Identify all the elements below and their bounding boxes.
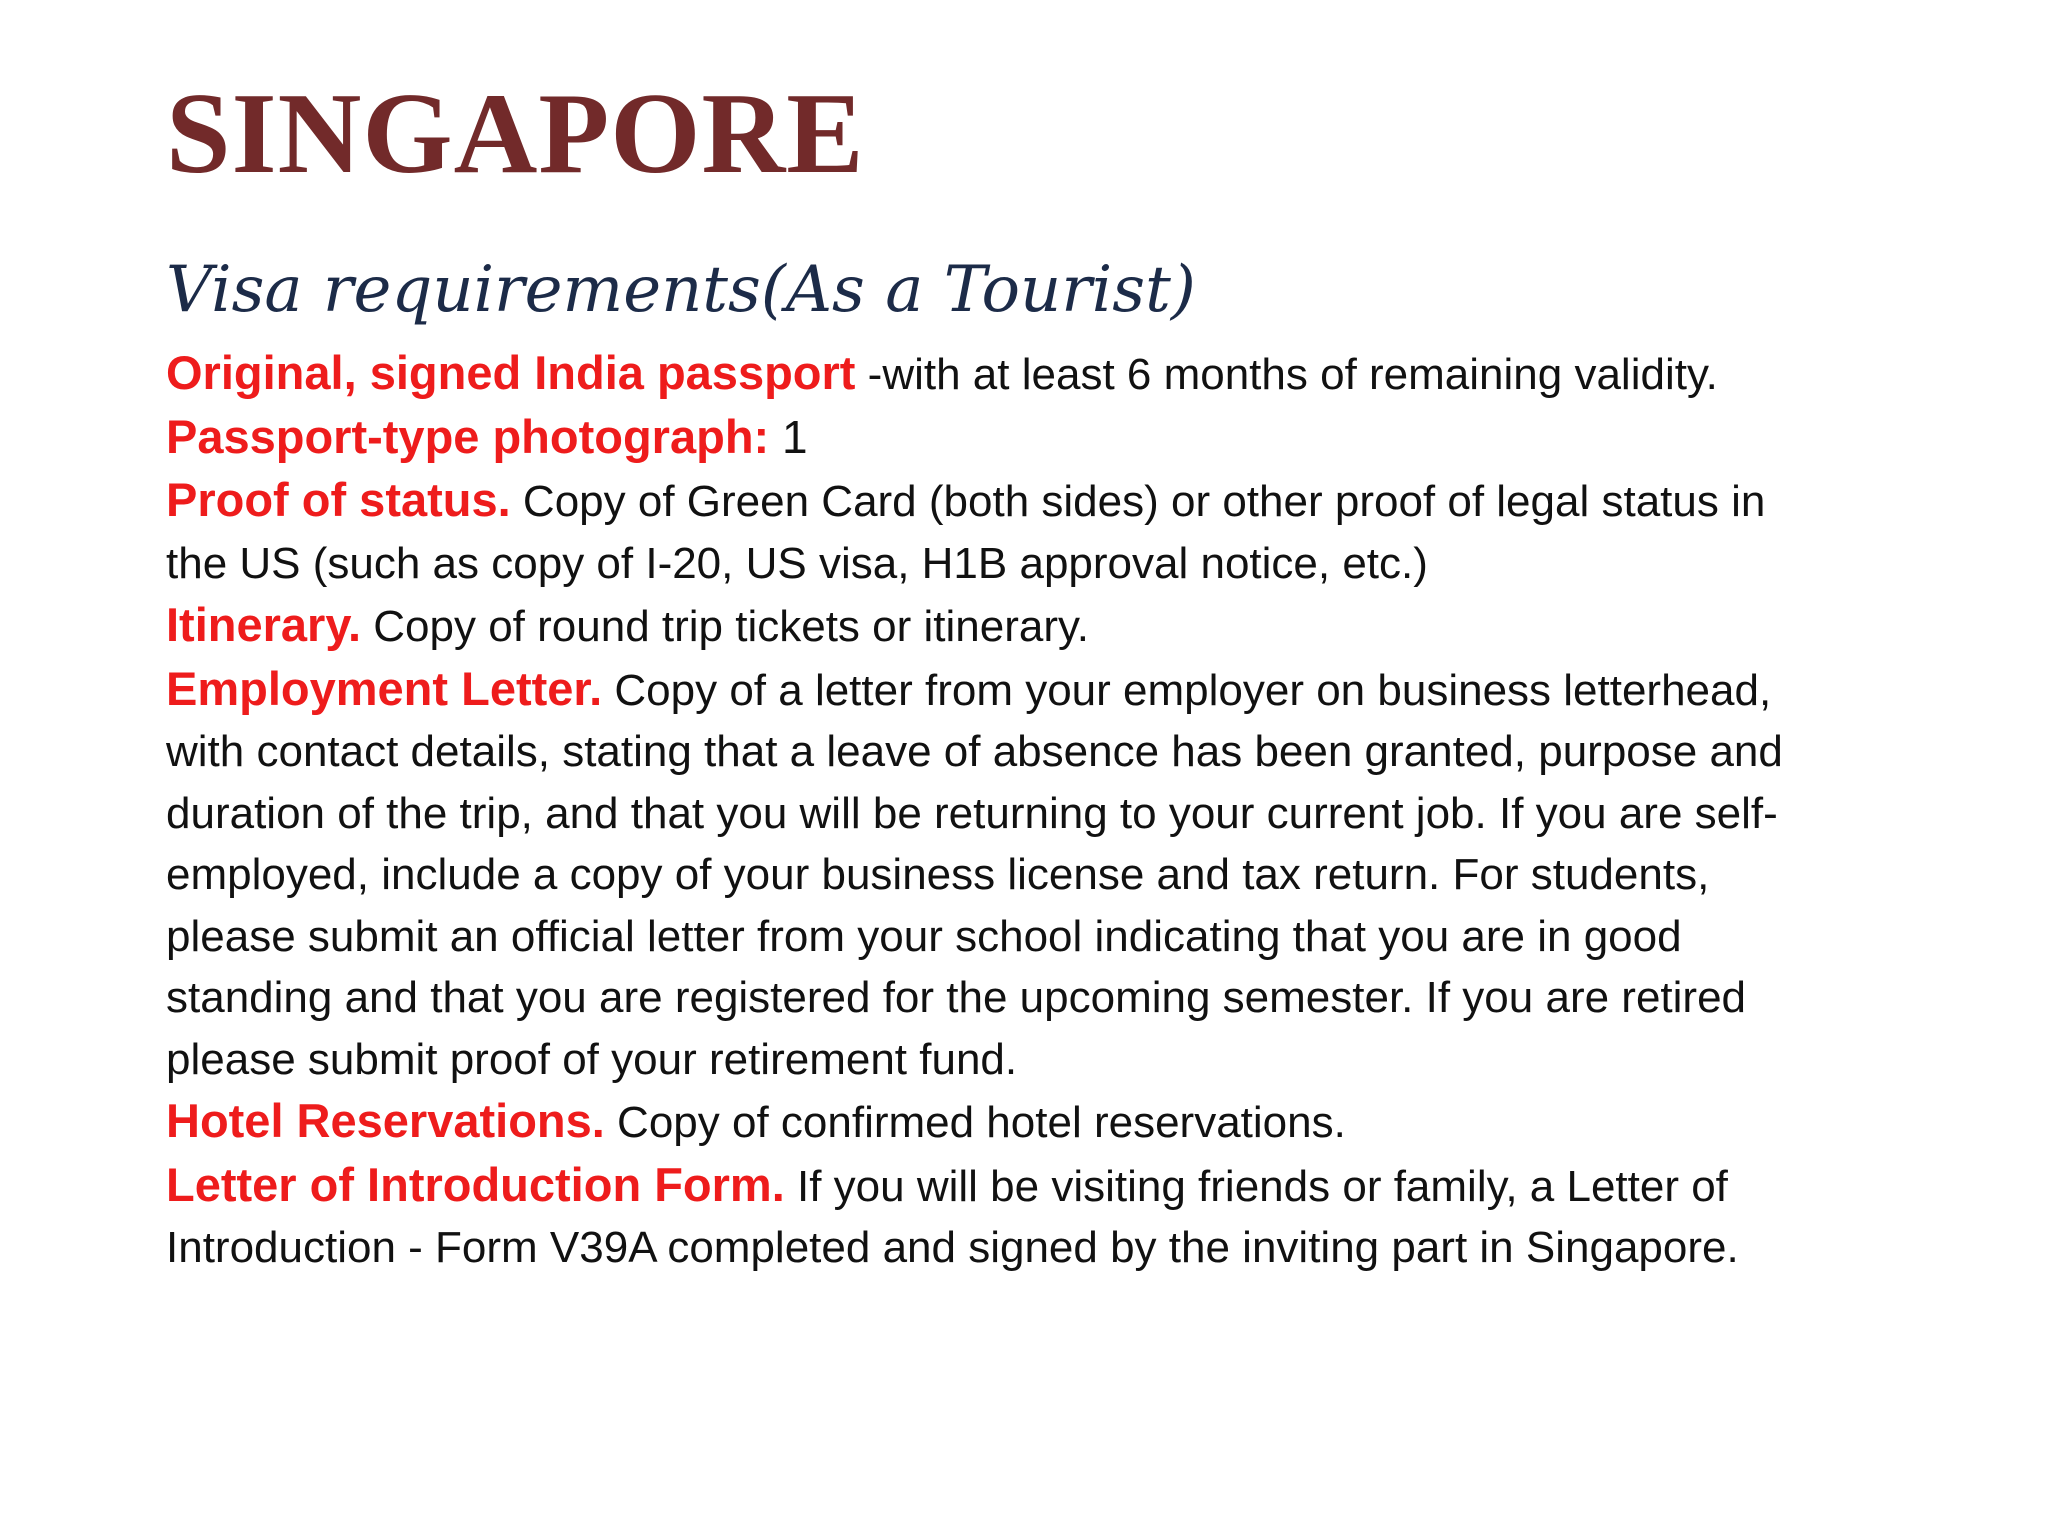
requirement-label: Letter of Introduction Form.: [166, 1157, 785, 1211]
visa-requirements-heading: Visa requirements(As a Tourist): [166, 253, 1196, 327]
requirement-passport: [166, 342, 1826, 406]
requirement-text: Copy of round trip tickets or itinerary.: [361, 602, 1089, 651]
requirement-text: Copy of a letter from your employer on business letterhead, with contact details, stating that a leave of absence has been granted, purpose and duration of the trip, and that you will be returning to your current job. If you are self-employed, include a copy of your business license and tax return. For students, please submit an official letter from your school indicating that you are in good standing and that you are registered for the upcoming semester. If you are retired please submit proof of your retirement fund.: [166, 665, 1783, 1084]
requirement-employment-letter: [166, 658, 1826, 1091]
requirement-label: Hotel Reservations.: [166, 1094, 605, 1147]
requirement-photograph: [166, 406, 1826, 470]
requirements-list: [166, 342, 1826, 1279]
requirement-text: Copy of Green Card (both sides) or other proof of legal status in the US (such as copy of I-20, US visa, H1B approval notice, etc.): [166, 477, 1766, 588]
requirement-text: -with at least 6 months of remaining validity.: [855, 350, 1718, 399]
requirement-label: Proof of status.: [166, 473, 511, 526]
requirement-letter-of-introduction: [166, 1154, 1826, 1279]
requirement-text: Copy of confirmed hotel reservations.: [604, 1098, 1346, 1147]
requirement-label: Itinerary.: [166, 598, 362, 651]
page-title: SINGAPORE: [166, 70, 865, 198]
requirement-label: Employment Letter.: [166, 661, 603, 715]
requirement-label: Passport-type photograph:: [166, 409, 770, 463]
requirement-text: If you will be visiting friends or family, a Letter of Introduction - Form V39A completed and signed by the inviting part in Singapore.: [166, 1161, 1739, 1272]
requirement-label: Original, signed India passport: [166, 346, 856, 399]
requirement-text: 1: [769, 410, 808, 463]
requirement-hotel-reservations: [166, 1090, 1826, 1154]
requirement-proof-of-status: [166, 469, 1826, 594]
requirement-itinerary: [166, 594, 1826, 658]
